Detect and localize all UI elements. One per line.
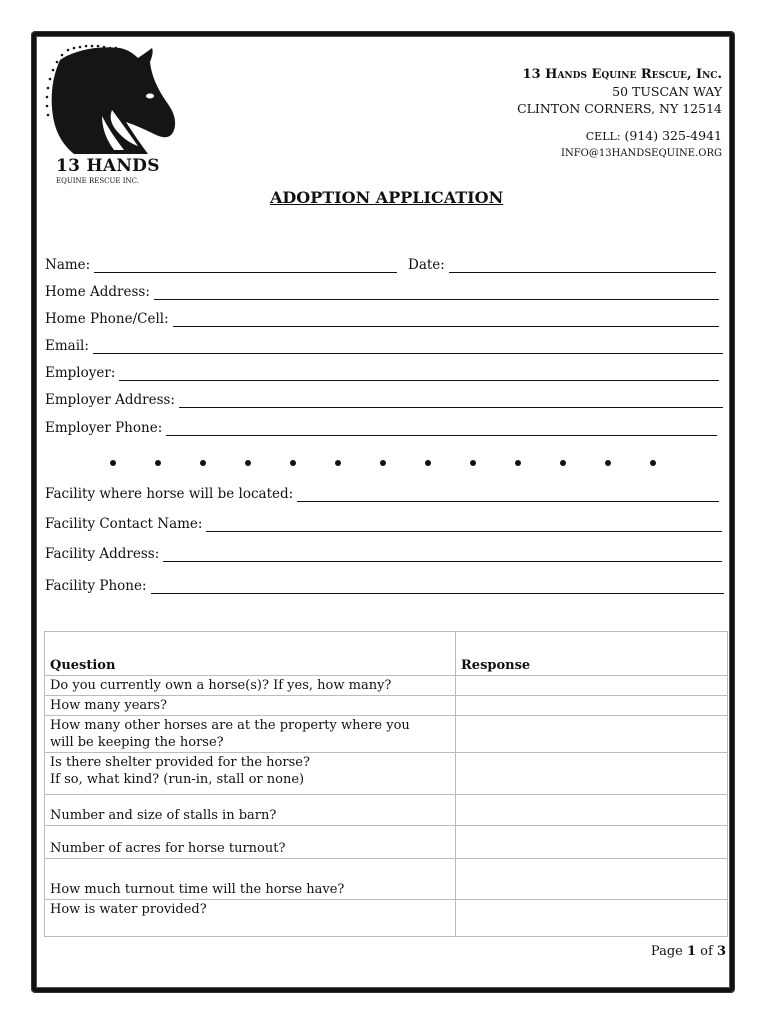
facility-location-field[interactable] xyxy=(45,484,719,502)
org-city: CLINTON CORNERS, NY 12514 xyxy=(517,101,722,116)
response-cell[interactable] xyxy=(456,696,728,716)
facility-contact-line[interactable] xyxy=(206,519,722,532)
question-text: How many years? xyxy=(50,698,167,713)
org-street: 50 TUSCAN WAY xyxy=(612,84,722,99)
facility-phone-label: Facility Phone: xyxy=(45,578,147,594)
facility-address-line[interactable] xyxy=(163,549,722,562)
page-title: ADOPTION APPLICATION xyxy=(270,188,504,207)
table-row xyxy=(45,795,728,826)
question-text: Number of acres for horse turnout? xyxy=(50,841,286,856)
employer-field[interactable] xyxy=(45,363,719,381)
cell-label: CELL: xyxy=(585,130,621,143)
question-text: Is there shelter provided for the horse? xyxy=(50,755,310,770)
facility-location-line[interactable] xyxy=(297,489,719,502)
question-text: Number and size of stalls in barn? xyxy=(50,808,277,823)
horse-head-logo-icon xyxy=(40,42,180,154)
question-cell xyxy=(45,753,456,795)
employer-phone-field[interactable] xyxy=(45,418,717,436)
table-row xyxy=(45,826,728,859)
question-cell xyxy=(45,716,456,753)
facility-address-label: Facility Address: xyxy=(45,546,160,562)
email-line[interactable] xyxy=(93,341,723,354)
home-address-label: Home Address: xyxy=(45,284,150,300)
question-cell xyxy=(45,826,456,859)
cell-number: (914) 325-4941 xyxy=(624,128,722,143)
response-cell[interactable] xyxy=(456,676,728,696)
question-header: Question xyxy=(45,632,456,676)
response-cell[interactable] xyxy=(456,795,728,826)
name-label: Name: xyxy=(45,257,91,273)
response-cell[interactable] xyxy=(456,716,728,753)
table-header-row xyxy=(45,632,728,676)
email-label: Email: xyxy=(45,338,89,354)
question-cell xyxy=(45,696,456,716)
response-cell[interactable] xyxy=(456,859,728,900)
question-text: How many other horses are at the property where you xyxy=(50,718,410,733)
question-cell xyxy=(45,859,456,900)
question-cell xyxy=(45,900,456,937)
table-row xyxy=(45,900,728,937)
question-text: How much turnout time will the horse have? xyxy=(50,882,345,897)
home-phone-label: Home Phone/Cell: xyxy=(45,311,169,327)
name-line[interactable] xyxy=(94,260,397,273)
org-cell xyxy=(517,127,722,145)
employer-label: Employer: xyxy=(45,365,116,381)
page-current: 1 xyxy=(686,944,697,959)
date-label: Date: xyxy=(408,257,445,273)
logo-name: 13 HANDS xyxy=(56,156,160,176)
name-field[interactable] xyxy=(45,255,397,273)
facility-address-field[interactable] xyxy=(45,544,722,562)
home-phone-line[interactable] xyxy=(173,314,719,327)
question-text: will be keeping the horse? xyxy=(50,735,224,750)
page-word: Page xyxy=(650,944,683,959)
facility-contact-field[interactable] xyxy=(45,514,722,532)
date-line[interactable] xyxy=(449,260,716,273)
facility-contact-label: Facility Contact Name: xyxy=(45,516,203,532)
question-text: If so, what kind? (run-in, stall or none) xyxy=(50,772,305,787)
employer-phone-line[interactable] xyxy=(166,423,717,436)
question-cell xyxy=(45,795,456,826)
org-name: 13 Hands Equine Rescue, Inc. xyxy=(522,67,722,82)
org-email: INFO@13HANDSEQUINE.ORG xyxy=(561,148,722,159)
home-address-field[interactable] xyxy=(45,282,719,300)
page-number xyxy=(651,944,726,959)
date-field[interactable] xyxy=(408,255,716,273)
employer-phone-label: Employer Phone: xyxy=(45,420,163,436)
response-cell[interactable] xyxy=(456,900,728,937)
org-contact-block xyxy=(517,66,722,162)
page-of: of xyxy=(700,944,713,959)
table-row xyxy=(45,716,728,753)
question-text: How is water provided? xyxy=(50,902,207,917)
response-cell[interactable] xyxy=(456,753,728,795)
question-cell xyxy=(45,676,456,696)
table-row xyxy=(45,753,728,795)
employer-address-field[interactable] xyxy=(45,390,723,408)
facility-phone-field[interactable] xyxy=(45,576,724,594)
home-address-line[interactable] xyxy=(154,287,719,300)
questionnaire-table xyxy=(44,631,728,937)
table-row xyxy=(45,859,728,900)
facility-phone-line[interactable] xyxy=(151,581,725,594)
table-row xyxy=(45,676,728,696)
response-cell[interactable] xyxy=(456,826,728,859)
employer-address-line[interactable] xyxy=(179,395,723,408)
facility-location-label: Facility where horse will be located: xyxy=(45,486,294,502)
section-divider-dots xyxy=(110,460,695,466)
employer-line[interactable] xyxy=(119,368,719,381)
logo-subtitle: EQUINE RESCUE INC. xyxy=(56,177,139,185)
page-total: 3 xyxy=(716,944,726,959)
employer-address-label: Employer Address: xyxy=(45,392,175,408)
email-field[interactable] xyxy=(45,336,723,354)
question-text: Do you currently own a horse(s)? If yes, how many? xyxy=(50,678,392,693)
table-row xyxy=(45,696,728,716)
home-phone-field[interactable] xyxy=(45,309,719,327)
response-header: Response xyxy=(456,632,728,676)
